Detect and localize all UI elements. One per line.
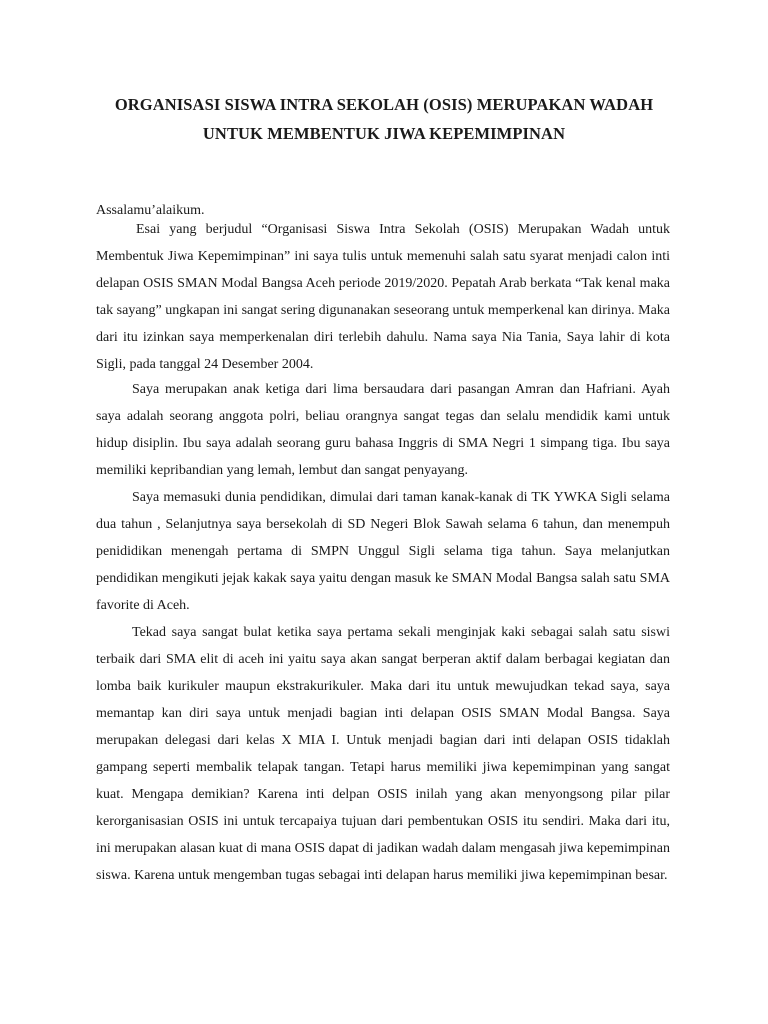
- paragraph-education: Saya memasuki dunia pendidikan, dimulai dari taman kanak-kanak di TK YWKA Sigli selama dua tahun , Selanjutnya saya bersekolah di SD Negeri Blok Sawah selama 6 tahun, dan menempuh penididikan menengah pertama di SMPN Unggul Sigli selama tiga tahun. Saya melanjutkan pendidikan mengikuti jejak kakak saya yaitu dengan masuk ke SMAN Modal Bangsa salah satu SMA favorite di Aceh.: [96, 490, 670, 613]
- paragraph-motivation: Tekad saya sangat bulat ketika saya pertama sekali menginjak kaki sebagai salah satu siswi terbaik dari SMA elit di aceh ini yaitu saya akan sangat berperan aktif dalam berbagai kegiatan dan lomba baik kurikuler maupun ekstrakurikuler. Maka dari itu untuk mewujudkan tekad saya, saya memantap kan diri saya untuk menjadi bagian inti delapan OSIS SMAN Modal Bangsa. Saya merupakan delegasi dari kelas X MIA I. Untuk menjadi bagian dari inti delapan OSIS tidaklah gampang seperti membalik telapak tangan. Tetapi harus memiliki jiwa kepemimpinan yang sangat kuat. Mengapa demikian? Karena inti delpan OSIS inilah yang akan menyongsong pilar pilar kerorganisasian OSIS ini untuk tercapaiya tujuan dari pembentukan OSIS itu sendiri. Maka dari itu, ini merupakan alasan kuat di mana OSIS dapat di jadikan wadah dalam mengasah jiwa kepemimpinan siswa. Karena untuk mengemban tugas sebagai inti delapan harus memiliki jiwa kepemimpinan besar.: [96, 625, 670, 883]
- paragraph-introduction: Esai yang berjudul “Organisasi Siswa Intra Sekolah (OSIS) Merupakan Wadah untuk Membentuk Jiwa Kepemimpinan” ini saya tulis untuk memenuhi salah satu syarat menjadi calon inti delapan OSIS SMAN Modal Bangsa Aceh periode 2019/2020. Pepatah Arab berkata “Tak kenal maka tak sayang” ungkapan ini sangat sering digunanakan seseorang untuk memperkenal kan dirinya. Maka dari itu izinkan saya memperkenalan diri terlebih dahulu. Nama saya Nia Tania, Saya lahir di kota Sigli, pada tanggal 24 Desember 2004.: [96, 222, 670, 372]
- document-title-line-1: ORGANISASI SISWA INTRA SEKOLAH (OSIS) MERUPAKAN WADAH: [114, 95, 654, 114]
- greeting: Assalamu’alaikum.: [96, 203, 205, 218]
- paragraph-family: Saya merupakan anak ketiga dari lima bersaudara dari pasangan Amran dan Hafriani. Ayah saya adalah seorang anggota polri, beliau orangnya sangat tegas dan selalu mendidik kami untuk hidup disiplin. Ibu saya adalah seorang guru bahasa Inggris di SMA Negri 1 simpang tiga. Ibu saya memiliki kepribandian yang lemah, lembut dan sangat penyayang.: [96, 382, 670, 478]
- document-title-line-2: UNTUK MEMBENTUK JIWA KEPEMIMPINAN: [202, 124, 566, 143]
